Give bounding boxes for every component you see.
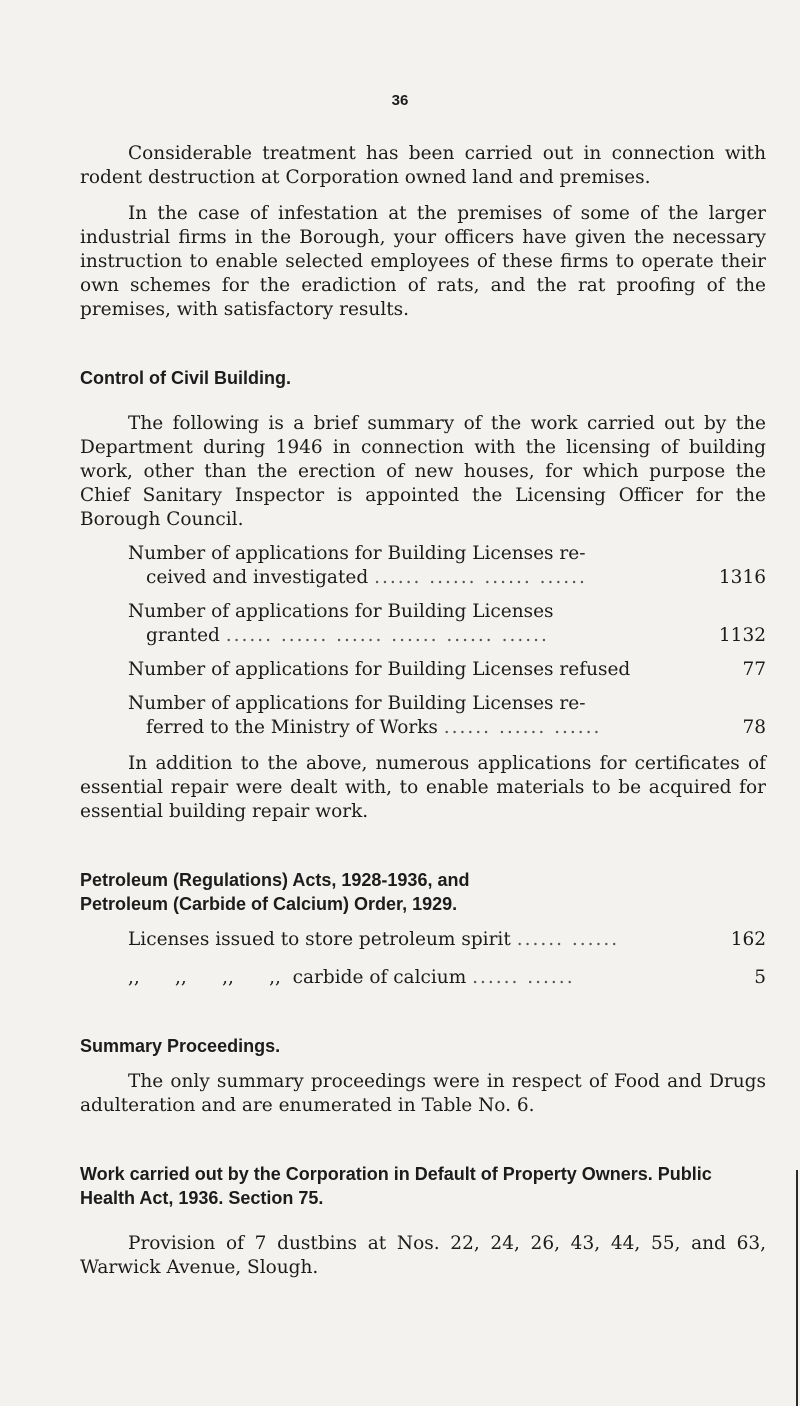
stat-value: 1316 <box>718 567 766 588</box>
license-label: ,, ,, ,, ,, carbide of calcium <box>128 967 467 988</box>
stat-row <box>128 692 766 740</box>
leader-dots: ...... ...... <box>516 929 620 950</box>
leader-dots: ...... ...... ...... ...... <box>374 567 587 588</box>
stat-label: Number of applications for Building Licenses re- <box>128 693 586 714</box>
page-content <box>80 142 766 1280</box>
license-value: 162 <box>730 929 766 950</box>
license-label: Licenses issued to store petroleum spirit <box>128 929 511 950</box>
stat-row <box>128 600 766 648</box>
stat-row <box>128 542 766 590</box>
page-number: 36 <box>391 92 409 109</box>
leader-dots: ...... ...... <box>472 967 575 988</box>
essential-repair-paragraph: In addition to the above, numerous applications for certificates of essential repair were dealt with, to enable materials to be acquired for essential building repair work. <box>80 753 766 822</box>
stat-value: 77 <box>742 659 766 680</box>
rodent-paragraph: Considerable treatment has been carried out in connection with rodent destruction at Corporation owned land and premises. <box>80 143 766 188</box>
stat-label: Number of applications for Building Licenses <box>128 601 554 622</box>
stat-label-cont: ferred to the Ministry of Works <box>146 717 438 738</box>
stat-row <box>128 658 766 682</box>
summary-paragraph: The only summary proceedings were in respect of Food and Drugs adulteration and are enumerated in Table No. 6. <box>80 1071 766 1116</box>
license-row <box>128 966 766 990</box>
default-work-heading: Work carried out by the Corporation in Default of Property Owners. Public Health Act, 1936. Section 75. <box>80 1164 712 1208</box>
stat-value: 78 <box>742 717 766 738</box>
license-row <box>128 928 766 952</box>
default-work-paragraph: Provision of 7 dustbins at Nos. 22, 24, 26, 43, 44, 55, and 63, Warwick Avenue, Slough. <box>80 1233 766 1278</box>
leader-dots: ...... ...... ...... ...... ...... ...... <box>225 625 549 646</box>
stat-value: 1132 <box>718 625 766 646</box>
infestation-paragraph: In the case of infestation at the premises of some of the larger industrial firms in the Borough, your officers have given the necessary instruction to enable selected employees of these firms to operate their own schemes for the eradiction of rats, and the rat proofing of the premises, with satisfactory results. <box>80 203 766 320</box>
scan-edge-line <box>796 1170 798 1406</box>
stat-label: Number of applications for Building Licenses refused <box>128 659 631 680</box>
summary-heading: Summary Proceedings. <box>80 1036 281 1056</box>
stat-label-cont: ceived and investigated <box>146 567 369 588</box>
license-value: 5 <box>754 967 766 988</box>
civil-building-paragraph: The following is a brief summary of the work carried out by the Department during 1946 in connection with the licensing of building work, other than the erection of new houses, for which purpose the Chief Sanitary Inspector is appointed the Licensing Officer for the Borough Council. <box>80 413 766 530</box>
petroleum-heading-line2: Petroleum (Carbide of Calcium) Order, 1929. <box>80 894 458 914</box>
petroleum-heading-line1: Petroleum (Regulations) Acts, 1928-1936, and <box>80 870 470 890</box>
stat-label-cont: granted <box>146 625 220 646</box>
leader-dots: ...... ...... ...... <box>443 717 602 738</box>
stat-label: Number of applications for Building Licenses re- <box>128 543 586 564</box>
civil-building-heading: Control of Civil Building. <box>80 368 291 388</box>
